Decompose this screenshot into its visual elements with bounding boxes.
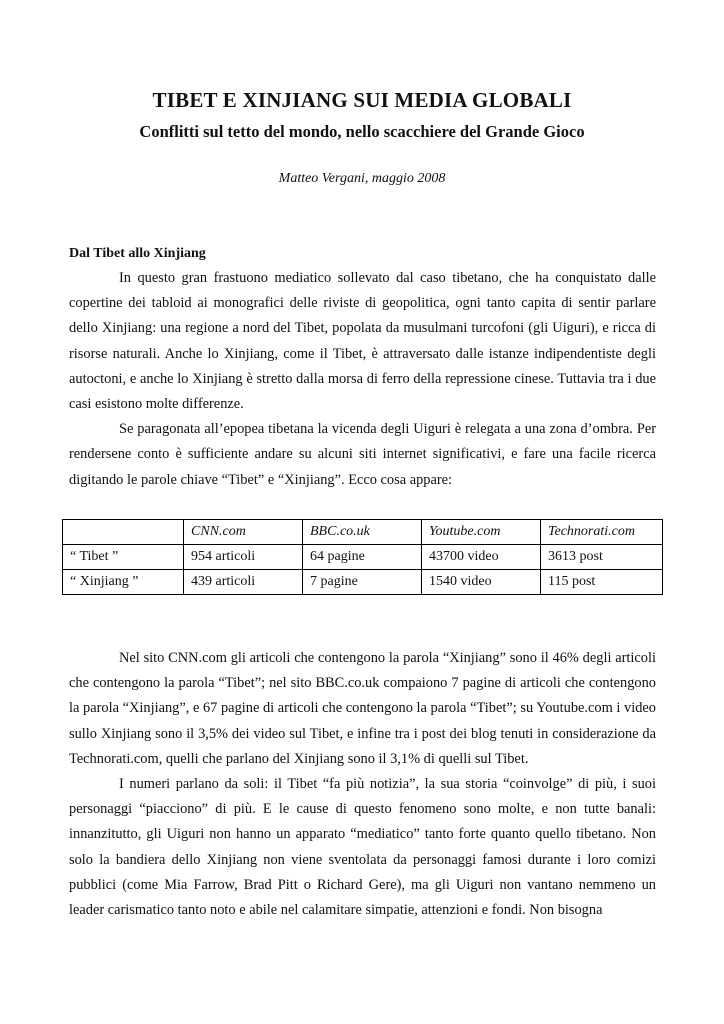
table-cell: 1540 video (422, 570, 541, 595)
paragraph: Se paragonata all’epopea tibetana la vicenda degli Uiguri è relegata a una zona d’ombra. Per rendersene conto è sufficiente andare su alcuni siti internet significativi, e fare una facile ricerca digitando le parole chiave “Tibet” e “Xinjiang”. Ecco cosa appare: (69, 421, 656, 488)
table-row (63, 570, 663, 595)
table-cell: 7 pagine (303, 570, 422, 595)
body-text-after-table (69, 646, 656, 923)
paragraph: Nel sito CNN.com gli articoli che contengono la parola “Xinjiang” sono il 46% degli articoli che contengono la parola “Tibet”; nel sito BBC.co.uk compaiono 7 pagine di articoli che contengono la parola “Xinjiang”, e 67 pagine di articoli che contengono la parola “Tibet”; su Youtube.com i video sullo Xinjiang sono il 3,5% dei video sul Tibet, e infine tra i post dei blog tenuti in considerazione da Technorati.com, quelli che parlano del Xinjiang sono il 3,1% di quelli sul Tibet. (69, 650, 656, 767)
author-byline: Matteo Vergani, maggio 2008 (278, 171, 446, 186)
table-cell: “ Xinjiang ” (63, 570, 184, 595)
section-heading: Dal Tibet allo Xinjiang (69, 246, 206, 261)
table-header-cell: Youtube.com (422, 520, 541, 545)
table-header-cell: CNN.com (184, 520, 303, 545)
body-text-before-table (69, 266, 656, 493)
paragraph: In questo gran frastuono mediatico sollevato dal caso tibetano, che ha conquistato dalle copertine dei tabloid ai monografici delle riviste di geopolitica, ogni tanto capita di sentir parlare dello Xinjiang: una regione a nord del Tibet, popolata da musulmani turcofoni (gli Uiguri), e ricca di risorse naturali. Anche lo Xinjiang, come il Tibet, è attraversato dalle istanze indipendentiste degli autoctoni, e anche lo Xinjiang è stretto dalla morsa di ferro della repressione cinese. Tuttavia tra i due casi esistono molte differenze. (69, 270, 656, 413)
table-cell: 43700 video (422, 545, 541, 570)
table-row (63, 545, 663, 570)
table-cell: 64 pagine (303, 545, 422, 570)
table-cell: 954 articoli (184, 545, 303, 570)
table-header-cell (63, 520, 184, 545)
table-cell: 3613 post (541, 545, 663, 570)
table-cell: 115 post (541, 570, 663, 595)
table-cell: “ Tibet ” (63, 545, 184, 570)
table-header-row (63, 520, 663, 545)
document-title: TIBET E XINJIANG SUI MEDIA GLOBALI (152, 88, 572, 112)
search-results-table (62, 519, 663, 595)
table-header-cell: BBC.co.uk (303, 520, 422, 545)
document-subtitle: Conflitti sul tetto del mondo, nello scacchiere del Grande Gioco (139, 122, 585, 141)
table-header-cell: Technorati.com (541, 520, 663, 545)
paragraph: I numeri parlano da soli: il Tibet “fa più notizia”, la sua storia “coinvolge” di più, i suoi personaggi “piacciono” di più. E le cause di questo fenomeno sono molte, e non tutte banali: innanzitutto, gli Uiguri non hanno un apparato “mediatico” tanto forte quanto quello tibetano. Non solo la bandiera dello Xinjiang non viene sventolata da personaggi famosi durante i loro comizi pubblici (come Mia Farrow, Brad Pitt o Richard Gere), ma gli Uiguri non vantano nemmeno un leader carismatico tanto noto e abile nel calamitare simpatie, attenzioni e fondi. Non bisogna (69, 776, 656, 919)
table-cell: 439 articoli (184, 570, 303, 595)
